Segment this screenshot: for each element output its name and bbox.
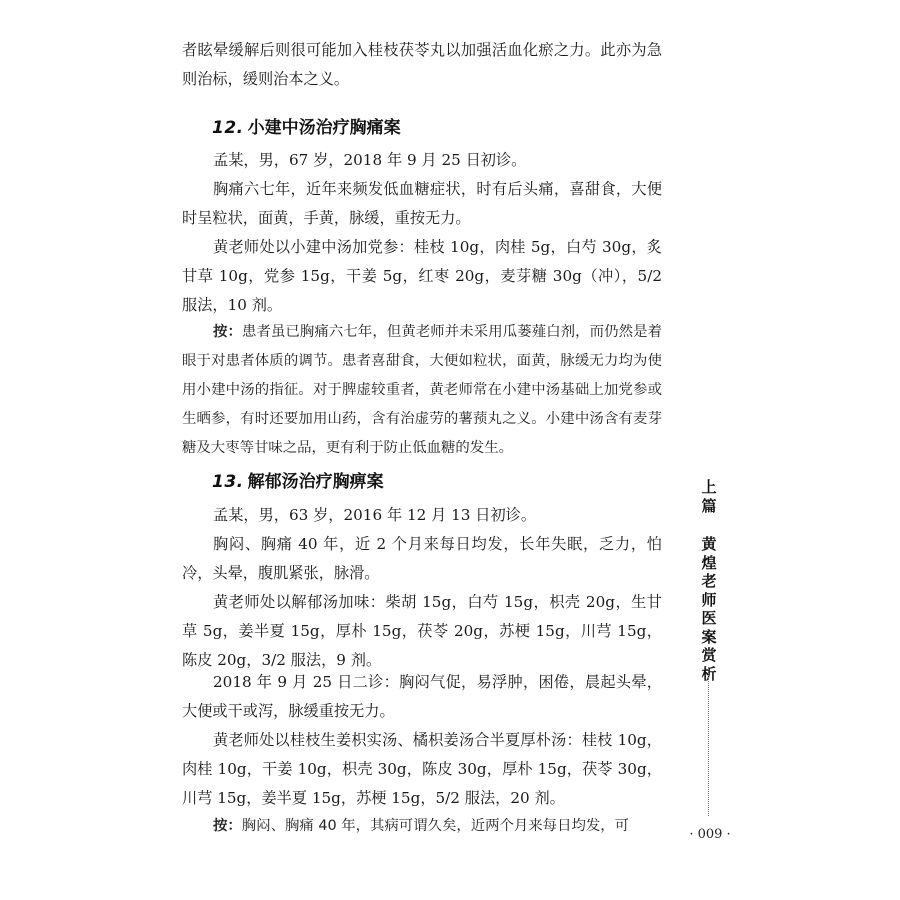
intro-paragraph: 者眩晕缓解后则很可能加入桂枝茯苓丸以加强活血化瘀之力。此亦为急则治标，缓则治本之义。 (182, 41, 662, 88)
sidebar-section-title (699, 478, 719, 683)
case-12-title: 小建中汤治疗胸痛案 (247, 118, 401, 138)
sidebar-part-label: 上 篇 (701, 478, 717, 515)
case-12-heading (212, 116, 401, 140)
case-13-second-visit: 2018 年 9 月 25 日二诊：胸闷气促，易浮肿，困倦，晨起头晕，大便或干或泻，脉缓重按无力。 (182, 673, 662, 720)
case-13-comment-text: 胸闷、胸痛 40 年，其病可谓久矣，近两个月来每日均发，可 (241, 818, 630, 834)
case-12-patient-info: 孟某，男，67 岁，2018 年 9 月 25 日初诊。 (213, 151, 527, 169)
case-13-commentary (182, 812, 662, 841)
case-12-number: 12. (212, 118, 244, 138)
case-12-prescription: 黄老师处以小建中汤加党参：桂枝 10g，肉桂 5g，白芍 30g，炙甘草 10g，党参 15g，干姜 5g，红枣 20g，麦芽糖 30g（冲），5/2 服法，10 剂。 (182, 238, 662, 314)
case-13-symptoms: 胸闷、胸痛 40 年，近 2 个月来每日均发，长年失眠，乏力，怕冷，头晕，腹肌紧张，脉滑。 (182, 535, 662, 582)
sidebar-gap (699, 515, 719, 535)
page-number: · 009 · (689, 827, 731, 842)
case-13-number: 13. (212, 472, 244, 492)
case-12-comment-text: 患者虽已胸痛六七年，但黄老师并未采用瓜蒌薤白剂，而仍然是着眼于对患者体质的调节。患者喜甜食，大便如粒状，面黄，脉缓无力均为使用小建中汤的指征。对于脾虚较重者，黄老师常在小建中汤基础上加党参或生晒参，有时还要加用山药，含有治虚劳的薯蓣丸之义。小建中汤含有麦芽糖及大枣等甘味之品，更有利于防止低血糖的发生。 (182, 324, 662, 456)
case-13-prescription-1: 黄老师处以解郁汤加味：柴胡 15g，白芍 15g，枳壳 20g，生甘草 5g，姜半夏 15g，厚朴 15g，茯苓 20g，苏梗 15g，川芎 15g，陈皮 20g，3/2 服法，9 剂。 (182, 593, 662, 669)
sidebar-book-title: 黄 煌 老 师 医 案 赏 析 (701, 535, 717, 683)
sidebar-dotted-rule (708, 668, 709, 816)
case-12-symptoms: 胸痛六七年，近年来频发低血糖症状，时有后头痛，喜甜食，大便时呈粒状，面黄，手黄，脉缓，重按无力。 (182, 180, 662, 227)
case-13-title: 解郁汤治疗胸痹案 (247, 472, 384, 492)
case-13-heading (212, 470, 384, 494)
case-12-comment-label: 按： (213, 324, 242, 340)
case-13-patient-info: 孟某，男，63 岁，2016 年 12 月 13 日初诊。 (213, 506, 537, 524)
case-13-prescription-2: 黄老师处以桂枝生姜枳实汤、橘枳姜汤合半夏厚朴汤：桂枝 10g，肉桂 10g，干姜 10g，枳壳 30g，陈皮 30g，厚朴 15g，茯苓 30g，川芎 15g，姜半夏 15g，苏梗 15g，5/2 服法，20 剂。 (182, 731, 662, 807)
case-12-commentary (182, 318, 662, 463)
case-13-comment-label: 按： (213, 818, 242, 834)
